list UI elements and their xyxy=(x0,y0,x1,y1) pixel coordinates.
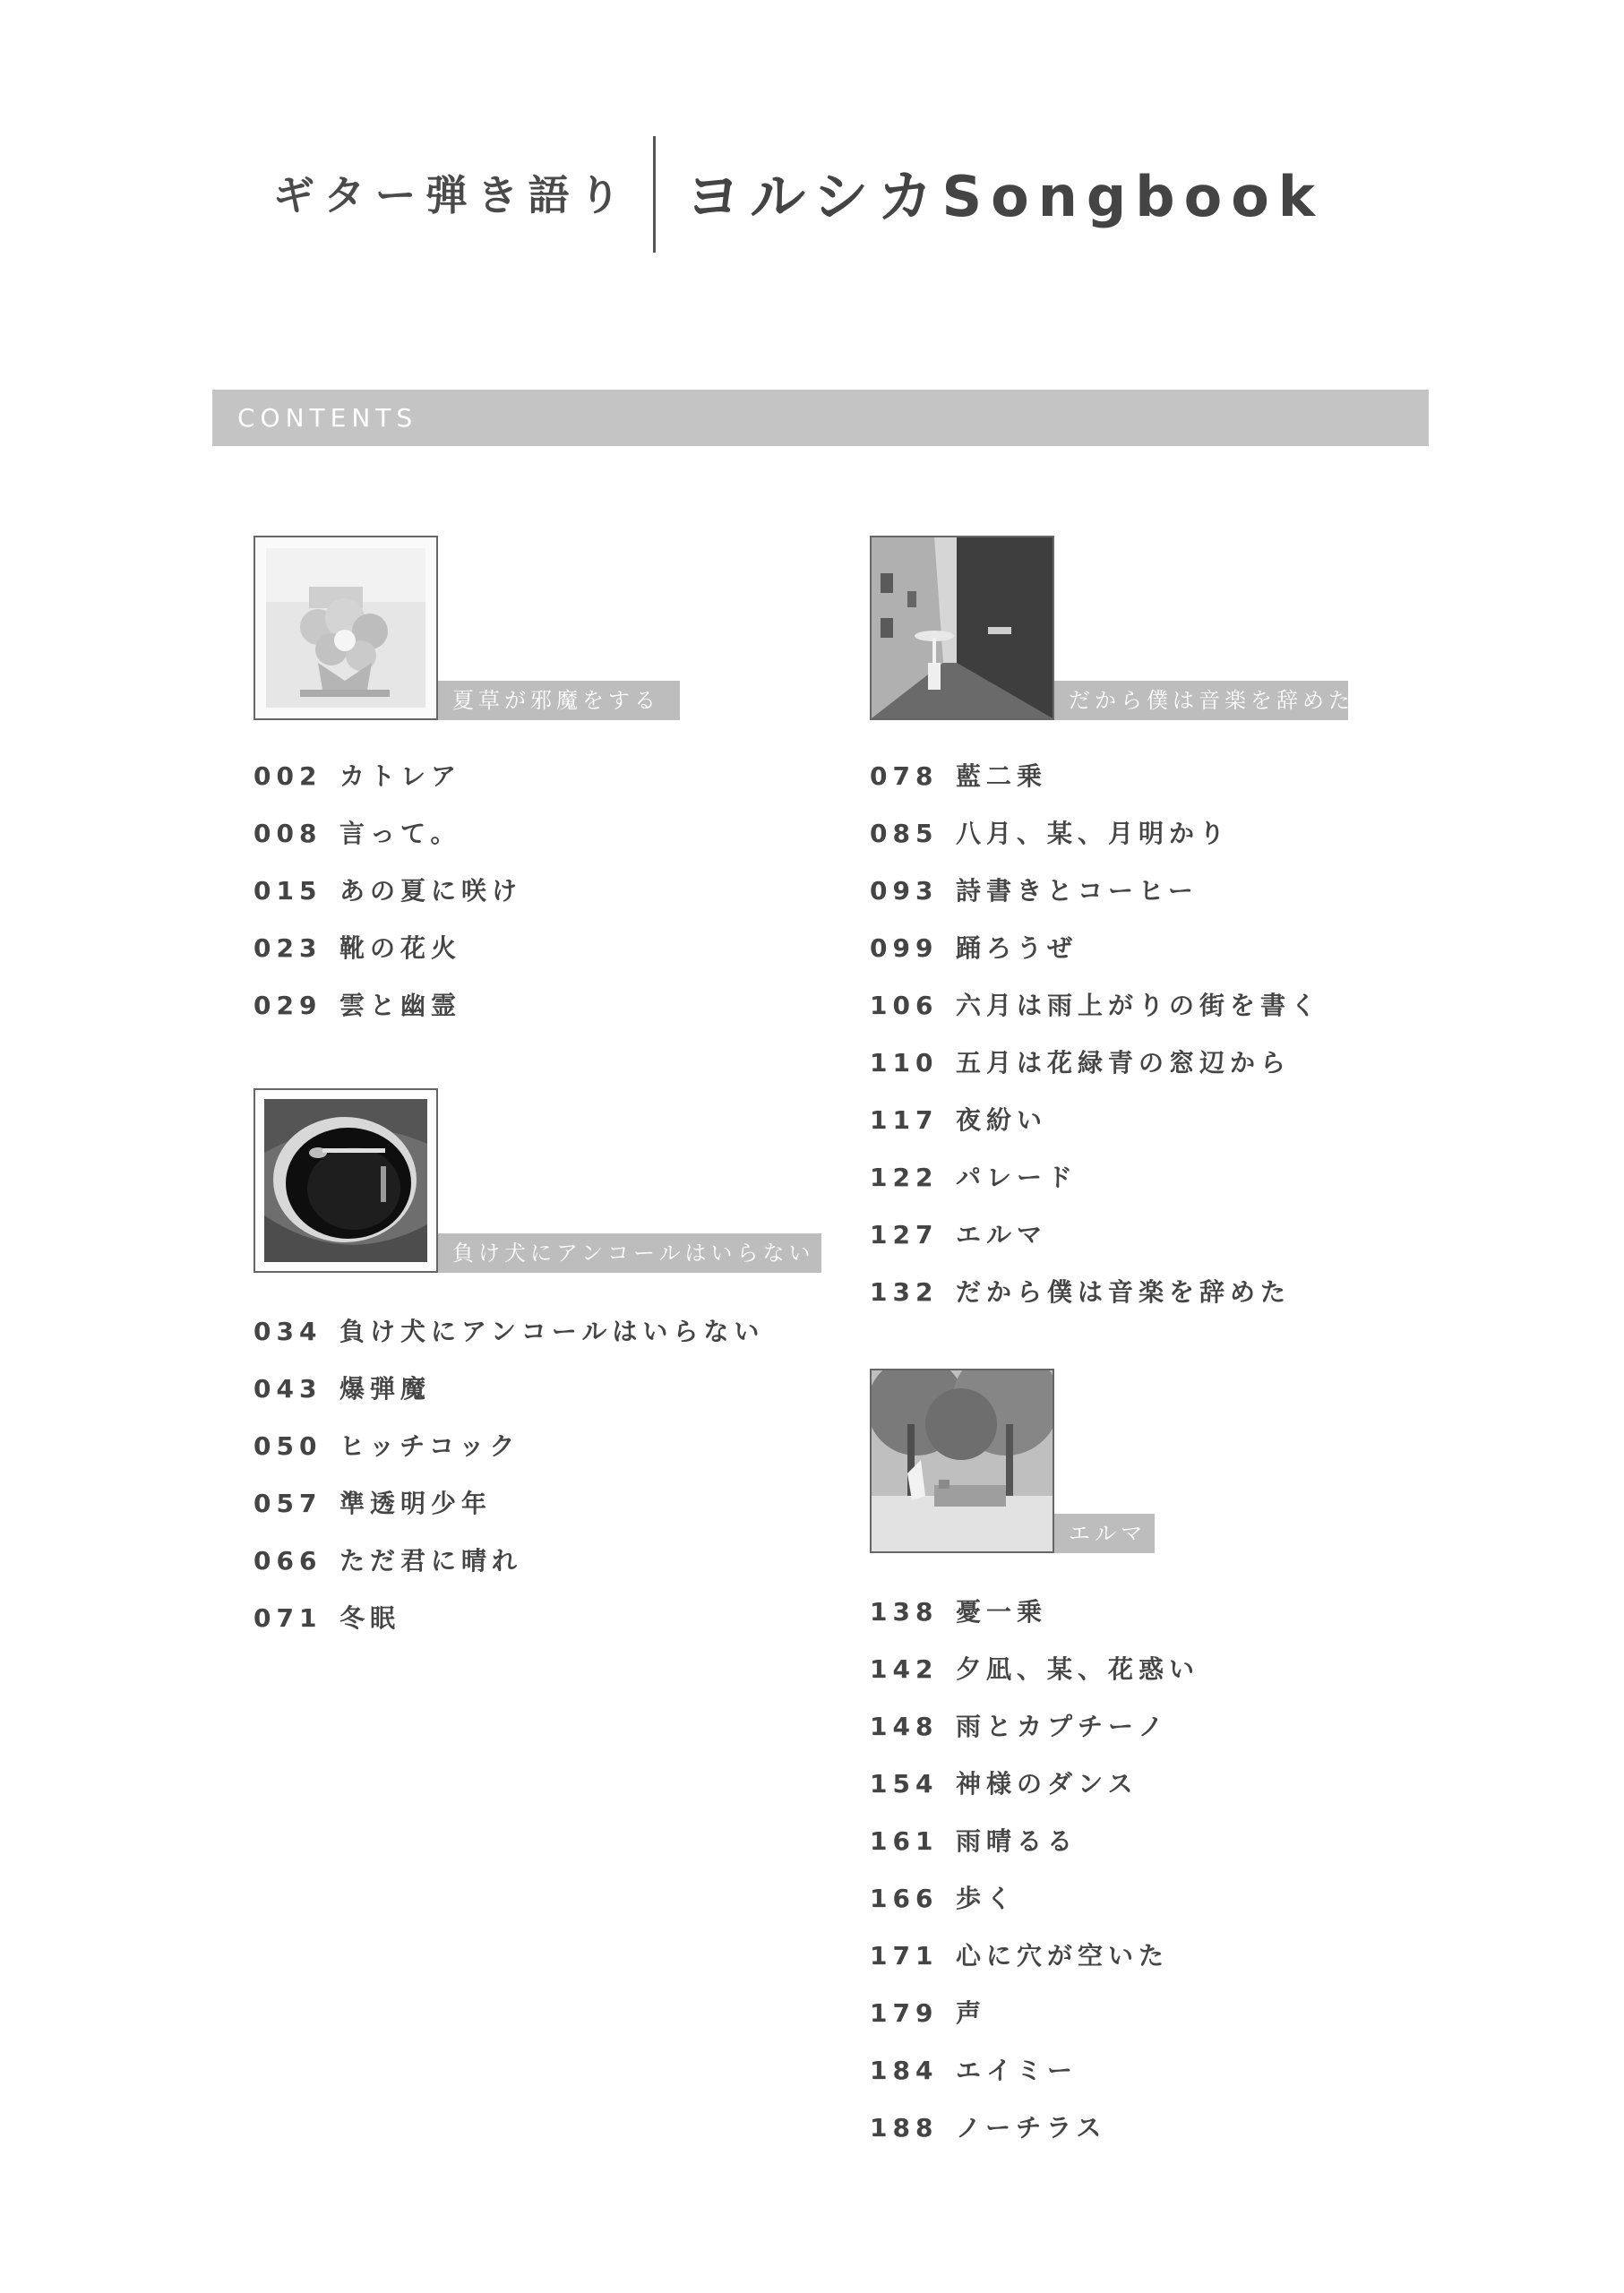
track-page: 110 xyxy=(870,1048,939,1078)
track-page: 132 xyxy=(870,1277,939,1307)
track-title: あの夏に咲け xyxy=(339,876,523,906)
track-title: カトレア xyxy=(339,761,462,791)
track-item[interactable] xyxy=(870,1215,1321,1273)
track-page: 138 xyxy=(870,1597,939,1627)
track-item[interactable] xyxy=(870,1158,1321,1215)
track-title: 声 xyxy=(956,1998,987,2028)
track-item[interactable] xyxy=(253,1599,764,1656)
track-item[interactable] xyxy=(253,1312,764,1370)
track-page: 066 xyxy=(253,1546,322,1576)
track-page: 161 xyxy=(870,1826,939,1856)
track-page: 148 xyxy=(870,1712,939,1741)
track-page: 057 xyxy=(253,1489,322,1518)
title-divider xyxy=(653,136,656,253)
track-title: 雲と幽霊 xyxy=(339,991,462,1020)
track-title: 冬眠 xyxy=(339,1603,401,1633)
track-item[interactable] xyxy=(253,814,522,872)
album-cover xyxy=(870,1369,1054,1553)
track-page: 071 xyxy=(253,1603,322,1633)
track-page: 154 xyxy=(870,1769,939,1799)
track-page: 184 xyxy=(870,2056,939,2085)
track-title: エイミー xyxy=(956,2056,1078,2085)
track-title: だから僕は音楽を辞めた xyxy=(956,1277,1292,1307)
track-item[interactable] xyxy=(870,1879,1199,1937)
track-item[interactable] xyxy=(253,757,522,814)
track-item[interactable] xyxy=(870,1273,1321,1330)
track-title: 雨晴るる xyxy=(956,1826,1078,1856)
track-item[interactable] xyxy=(253,1484,764,1542)
track-title: 歩く xyxy=(956,1884,1018,1913)
track-item[interactable] xyxy=(253,929,522,986)
track-item[interactable] xyxy=(253,1427,764,1484)
book-title: ヨルシカSongbook xyxy=(685,164,1325,229)
track-page: 008 xyxy=(253,819,322,848)
track-item[interactable] xyxy=(870,814,1321,872)
track-item[interactable] xyxy=(870,986,1321,1043)
track-item[interactable] xyxy=(870,1043,1321,1101)
track-item[interactable] xyxy=(253,1542,764,1599)
track-page: 142 xyxy=(870,1654,939,1684)
track-page: 117 xyxy=(870,1105,939,1135)
page-header xyxy=(0,125,1624,260)
track-item[interactable] xyxy=(870,1994,1199,2051)
track-item[interactable] xyxy=(253,986,522,1043)
track-item[interactable] xyxy=(870,1822,1199,1879)
contents-banner xyxy=(212,390,1429,446)
track-page: 085 xyxy=(870,819,939,848)
track-list-makeinu xyxy=(253,1312,764,1656)
track-page: 179 xyxy=(870,1998,939,2028)
track-page: 029 xyxy=(253,991,322,1020)
track-item[interactable] xyxy=(253,872,522,929)
track-title: 踊ろうぜ xyxy=(956,933,1078,963)
track-page: 127 xyxy=(870,1220,939,1250)
track-page: 099 xyxy=(870,933,939,963)
track-item[interactable] xyxy=(870,1765,1199,1822)
bouquet-cover-art xyxy=(255,537,436,718)
eye-cover-art xyxy=(255,1090,436,1271)
track-list-natsukusa xyxy=(253,757,522,1043)
track-item[interactable] xyxy=(870,1650,1199,1707)
track-item[interactable] xyxy=(870,1593,1199,1650)
track-item[interactable] xyxy=(253,1370,764,1427)
track-title: 五月は花緑青の窓辺から xyxy=(956,1048,1292,1078)
track-page: 188 xyxy=(870,2113,939,2143)
track-page: 023 xyxy=(253,933,322,963)
track-title: 心に穴が空いた xyxy=(956,1941,1170,1971)
track-page: 106 xyxy=(870,991,939,1020)
track-page: 043 xyxy=(253,1374,322,1404)
track-title: エルマ xyxy=(956,1220,1048,1250)
track-item[interactable] xyxy=(870,1707,1199,1765)
track-title: 詩書きとコーヒー xyxy=(956,876,1199,906)
album-title: 負け犬にアンコールはいらない xyxy=(438,1233,821,1273)
alley-cover-art xyxy=(872,537,1053,718)
track-item[interactable] xyxy=(870,757,1321,814)
album-title: 夏草が邪魔をする xyxy=(438,681,680,720)
album-title: だから僕は音楽を辞めた xyxy=(1054,681,1348,720)
album-cover xyxy=(253,1088,438,1273)
track-title: 爆弾魔 xyxy=(339,1374,432,1404)
track-title: パレード xyxy=(956,1163,1078,1192)
track-title: ヒッチコック xyxy=(339,1431,520,1461)
track-title: 負け犬にアンコールはいらない xyxy=(339,1317,765,1346)
track-item[interactable] xyxy=(870,2108,1199,2166)
track-item[interactable] xyxy=(870,872,1321,929)
track-title: 八月、某、月明かり xyxy=(956,819,1231,848)
album-cover xyxy=(870,536,1054,720)
track-item[interactable] xyxy=(870,1101,1321,1158)
track-item[interactable] xyxy=(870,2051,1199,2108)
track-title: 靴の花火 xyxy=(339,933,462,963)
track-page: 093 xyxy=(870,876,939,906)
track-item[interactable] xyxy=(870,929,1321,986)
album-cover xyxy=(253,536,438,720)
album-title: エルマ xyxy=(1054,1514,1155,1553)
track-title: 雨とカプチーノ xyxy=(956,1712,1169,1741)
track-page: 166 xyxy=(870,1884,939,1913)
track-item[interactable] xyxy=(870,1937,1199,1994)
track-page: 122 xyxy=(870,1163,939,1192)
track-page: 034 xyxy=(253,1317,322,1346)
track-title: 夜紛い xyxy=(956,1105,1048,1135)
track-title: ただ君に晴れ xyxy=(339,1546,523,1576)
track-page: 050 xyxy=(253,1431,322,1461)
track-title: 神様のダンス xyxy=(956,1769,1139,1799)
track-page: 015 xyxy=(253,876,322,906)
track-page: 078 xyxy=(870,761,939,791)
track-title: 藍二乗 xyxy=(956,761,1048,791)
track-title: 準透明少年 xyxy=(339,1489,493,1518)
track-title: 夕凪、某、花惑い xyxy=(956,1654,1200,1684)
track-title: 六月は雨上がりの街を書く xyxy=(956,991,1322,1020)
track-page: 002 xyxy=(253,761,322,791)
track-title: ノーチラス xyxy=(956,2113,1107,2143)
track-list-elma xyxy=(870,1593,1199,2166)
contents-label: CONTENTS xyxy=(237,403,418,433)
track-title: 憂一乗 xyxy=(956,1597,1048,1627)
book-subtitle: ギター弾き語り xyxy=(273,171,631,219)
park-cover-art xyxy=(872,1370,1053,1551)
track-list-dakara xyxy=(870,757,1321,1330)
track-page: 171 xyxy=(870,1941,939,1971)
track-title: 言って。 xyxy=(339,819,461,848)
